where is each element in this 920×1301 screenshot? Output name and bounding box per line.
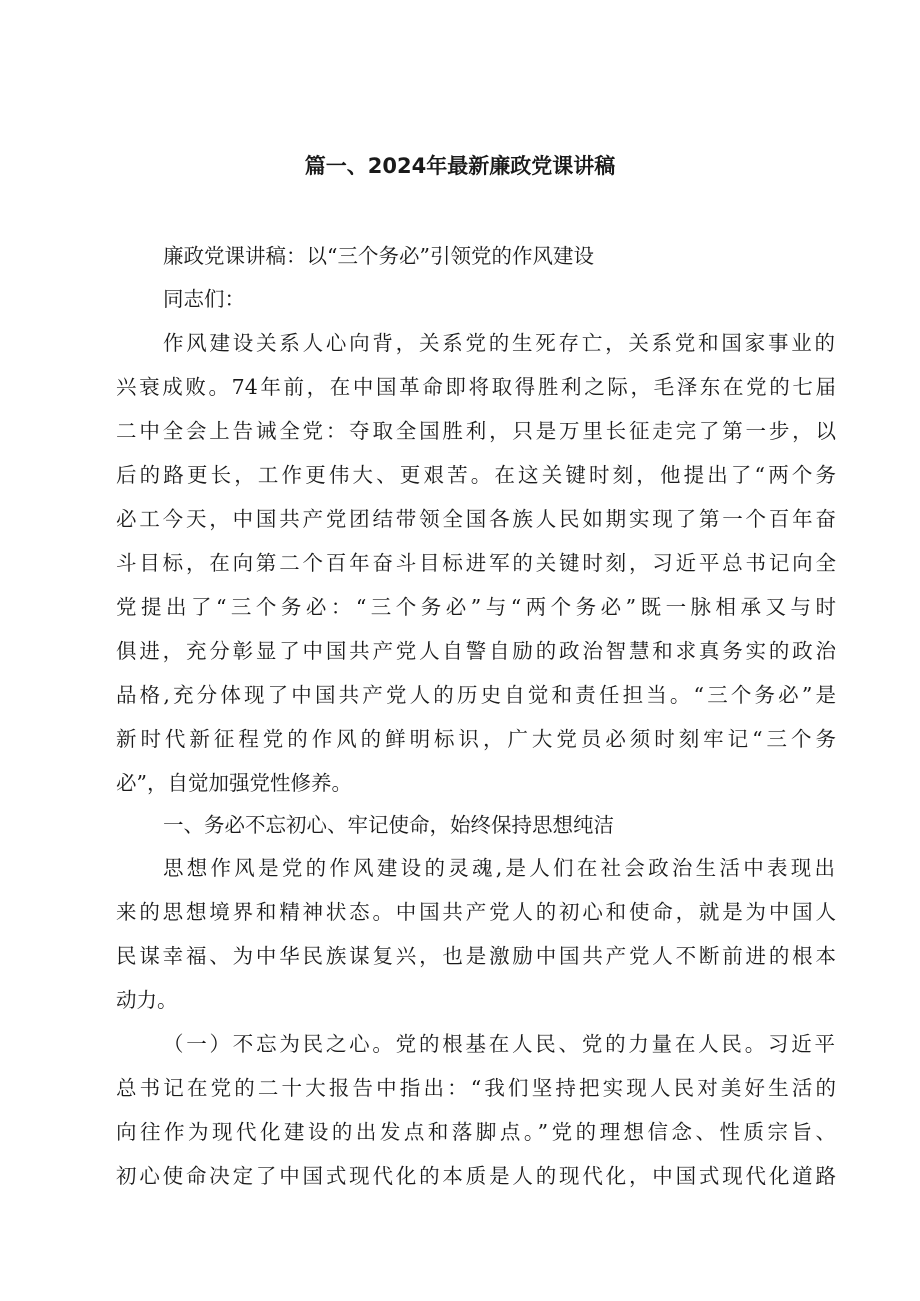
- lecture-subtitle: 廉政党课讲稿：以“三个务必”引领党的作风建设: [163, 244, 594, 268]
- paragraph-line: 民谋幸福、为中华民族谋复兴，也是激励中国共产党人不断前进的根本: [116, 944, 836, 968]
- paragraph-line: 俱进，充分彰显了中国共产党人自警自励的政治智慧和求真务实的政治: [116, 639, 836, 663]
- paragraph-line: 斗目标，在向第二个百年奋斗目标进军的关键时刻，习近平总书记向全: [116, 551, 836, 575]
- paragraph-line: 总书记在党的二十大报告中指出：“我们坚持把实现人民对美好生活的: [116, 1076, 836, 1100]
- paragraph-line: 动力。: [116, 988, 178, 1012]
- paragraph-line: 品格,充分体现了中国共产党人的历史自觉和责任担当。“三个务必”是: [116, 683, 836, 707]
- paragraph-line: 二中全会上告诫全党：夺取全国胜利，只是万里长征走完了第一步，以: [116, 419, 836, 443]
- salutation: 同志们：: [163, 287, 245, 311]
- document-title: 篇一、2024年最新廉政党课讲稿: [304, 154, 616, 178]
- paragraph-line: 作风建设关系人心向背，关系党的生死存亡，关系党和国家事业的: [163, 331, 835, 355]
- paragraph-line: 必工今天，中国共产党团结带领全国各族人民如期实现了第一个百年奋: [116, 507, 836, 531]
- paragraph-line: 初心使命决定了中国式现代化的本质是人的现代化，中国式现代化道路: [116, 1164, 836, 1188]
- paragraph-line: 新时代新征程党的作风的鲜明标识，广大党员必须时刻牢记“三个务: [116, 727, 836, 751]
- paragraph-line: （一）不忘为民之心。党的根基在人民、党的力量在人民。习近平: [163, 1032, 835, 1056]
- section-heading: 一、务必不忘初心、牢记使命，始终保持思想纯洁: [163, 813, 614, 837]
- paragraph-line: 思想作风是党的作风建设的灵魂,是人们在社会政治生活中表现出: [163, 856, 835, 880]
- paragraph-line: 向往作为现代化建设的出发点和落脚点。”党的理想信念、性质宗旨、: [116, 1120, 836, 1144]
- paragraph-line: 后的路更长，工作更伟大、更艰苦。在这关键时刻，他提出了“两个务: [116, 463, 836, 487]
- paragraph-line: 党提出了“三个务必：“三个务必”与“两个务必”既一脉相承又与时: [116, 595, 836, 619]
- paragraph-line: 必”，自觉加强党性修养。: [116, 771, 352, 795]
- paragraph-line: 来的思想境界和精神状态。中国共产党人的初心和使命，就是为中国人: [116, 900, 836, 924]
- paragraph-line: 兴衰成败。74年前，在中国革命即将取得胜利之际，毛泽东在党的七届: [116, 375, 836, 399]
